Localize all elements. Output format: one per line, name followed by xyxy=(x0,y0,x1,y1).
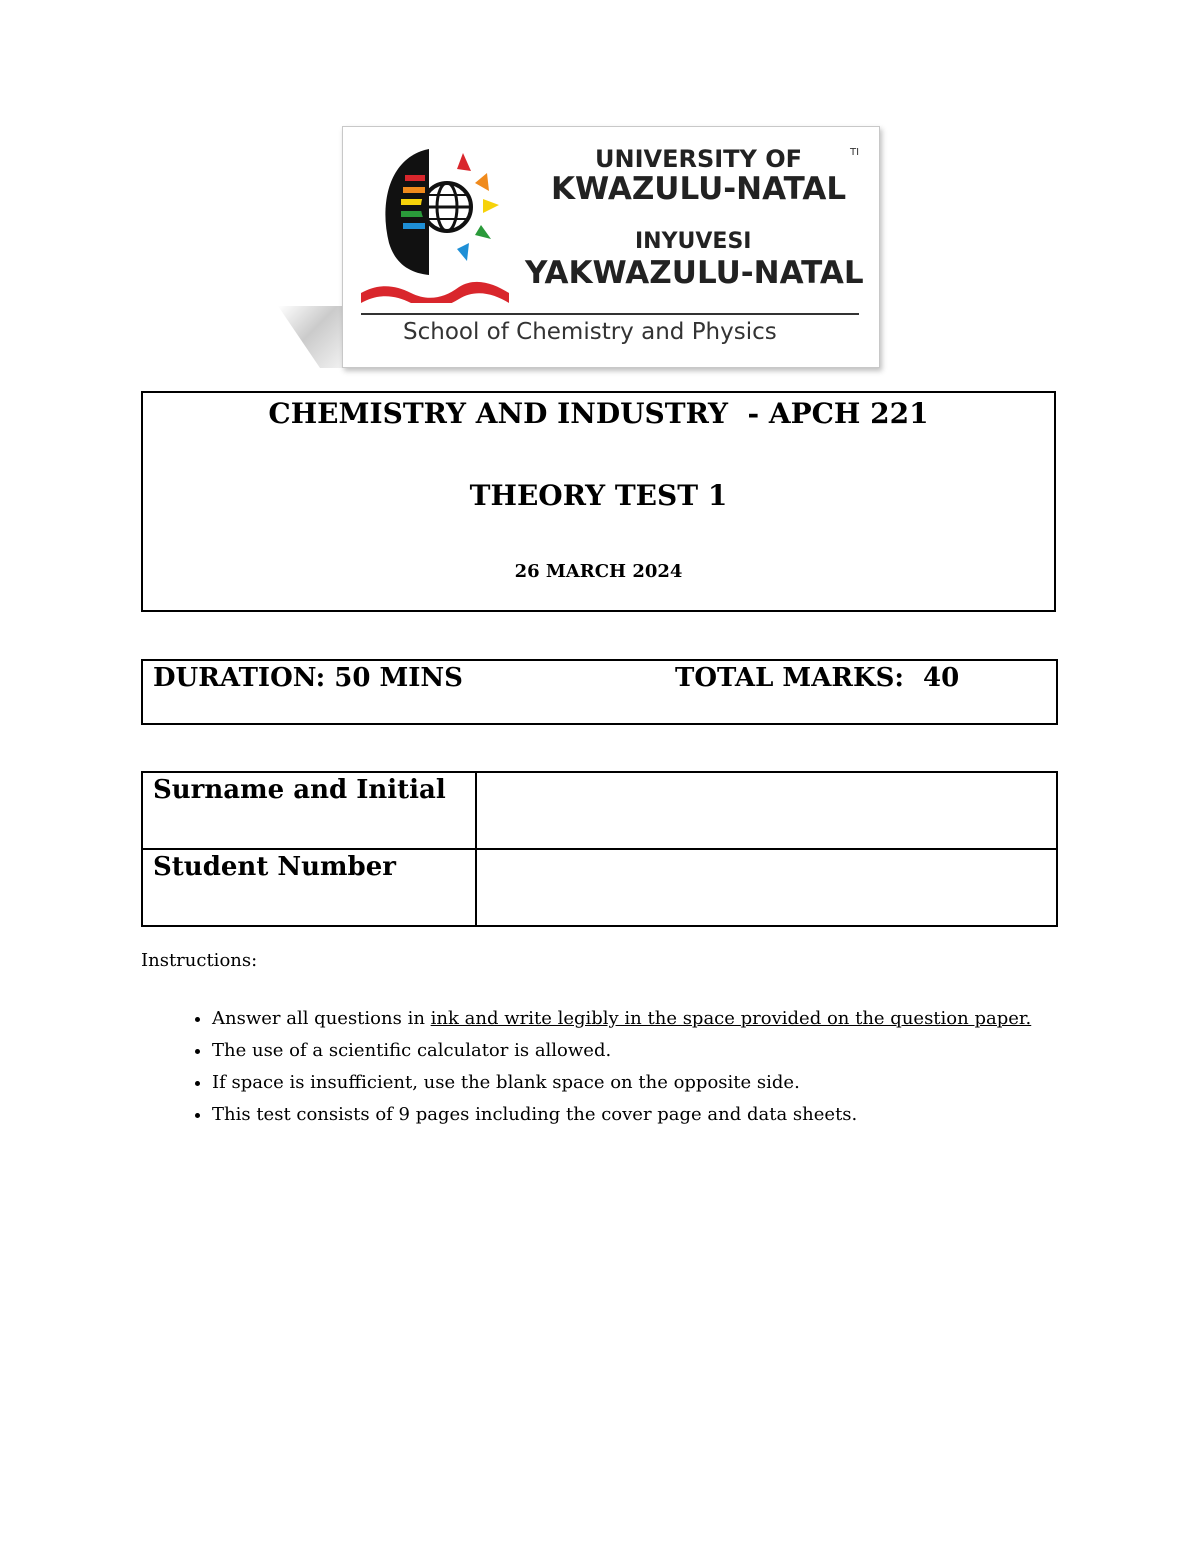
instructions-heading: Instructions: xyxy=(141,950,258,971)
instructions-list xyxy=(141,1003,1117,1131)
logo-kwazulu-natal: KWAZULU-NATAL xyxy=(551,171,847,207)
student-details-table xyxy=(141,771,1058,927)
list-item: • This test consists of 9 pages including the cover page and data sheets. xyxy=(212,1099,1117,1131)
total-marks-label: TOTAL MARKS: xyxy=(675,663,904,693)
logo-yakwazulu-natal: YAKWAZULU-NATAL xyxy=(525,255,864,291)
surname-field[interactable] xyxy=(476,772,1057,849)
course-title: CHEMISTRY AND INDUSTRY - APCH 221 xyxy=(268,397,929,430)
instruction-1-prefix: Answer all questions in xyxy=(212,1008,431,1029)
logo-inyuvesi: INYUVESI xyxy=(635,229,752,254)
logo-divider xyxy=(361,313,859,315)
surname-label: Surname and Initial xyxy=(142,772,476,849)
duration-label: DURATION: 50 MINS xyxy=(153,663,463,693)
test-date: 26 MARCH 2024 xyxy=(514,561,683,582)
list-item xyxy=(212,1003,1117,1035)
logo-university-of: UNIVERSITY OF xyxy=(595,145,803,173)
shield-emblem-icon xyxy=(359,143,519,303)
table-row xyxy=(142,772,1057,849)
total-marks-value: 40 xyxy=(923,663,960,693)
instruction-1-underlined: ink and write legibly in the space provided on the question paper. xyxy=(430,1008,1032,1029)
test-title: THEORY TEST 1 xyxy=(469,479,728,512)
logo-shadow xyxy=(278,306,348,368)
title-box xyxy=(141,391,1056,612)
logo-box xyxy=(342,126,880,368)
logo-trademark: TI xyxy=(850,147,860,158)
university-logo xyxy=(278,126,882,371)
exam-info-box xyxy=(141,659,1058,725)
student-number-field[interactable] xyxy=(476,849,1057,926)
student-number-label: Student Number xyxy=(142,849,476,926)
table-row xyxy=(142,849,1057,926)
logo-school-name: School of Chemistry and Physics xyxy=(403,319,777,345)
list-item: • The use of a scientific calculator is allowed. xyxy=(212,1035,1117,1067)
list-item: • If space is insufficient, use the blank space on the opposite side. xyxy=(212,1067,1117,1099)
